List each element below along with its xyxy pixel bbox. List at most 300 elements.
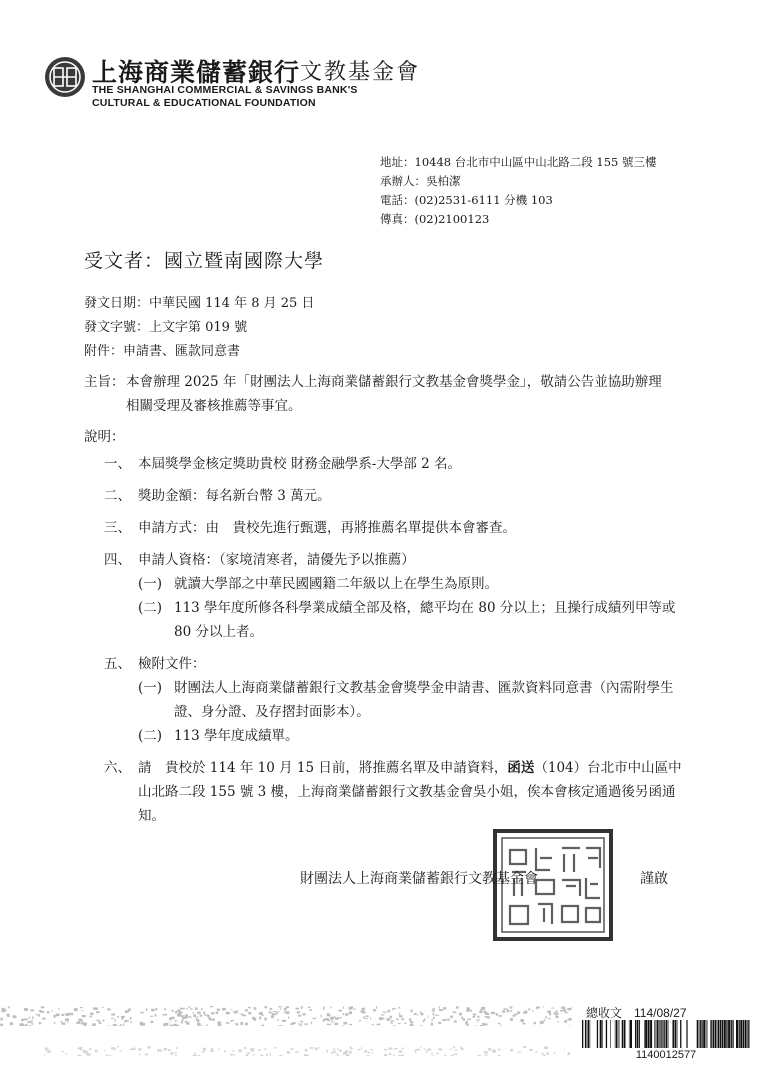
noise-speck	[41, 1006, 45, 1008]
noise-speck	[522, 1023, 525, 1025]
noise-speck	[266, 1054, 268, 1056]
noise-speck	[175, 1020, 177, 1022]
noise-speck	[313, 1018, 316, 1019]
noise-speck	[194, 1053, 196, 1056]
noise-speck	[492, 1050, 496, 1053]
noise-speck	[456, 1012, 457, 1013]
noise-speck	[477, 1055, 480, 1056]
noise-speck	[520, 1019, 524, 1022]
noise-speck	[326, 1050, 328, 1052]
noise-speck	[121, 1016, 125, 1018]
noise-speck	[346, 1050, 349, 1052]
noise-speck	[217, 1009, 220, 1011]
noise-speck	[388, 1010, 391, 1013]
noise-speck	[66, 1013, 70, 1016]
noise-speck	[480, 1009, 484, 1010]
noise-speck	[180, 1007, 181, 1009]
barcode	[582, 1020, 750, 1048]
noise-speck	[169, 1022, 170, 1023]
noise-speck	[30, 1020, 32, 1022]
noise-speck	[130, 1017, 132, 1019]
noise-speck	[310, 1047, 314, 1049]
barcode-bar	[703, 1020, 705, 1048]
barcode-bar	[650, 1020, 652, 1048]
noise-speck	[459, 1013, 462, 1016]
noise-speck	[80, 1019, 83, 1021]
noise-speck	[439, 1006, 440, 1009]
noise-speck	[240, 1022, 243, 1025]
noise-speck	[261, 1025, 264, 1026]
noise-speck	[349, 1046, 350, 1048]
noise-speck	[528, 1008, 530, 1010]
noise-speck	[551, 1008, 554, 1009]
noise-speck	[138, 1048, 142, 1050]
noise-speck	[270, 1053, 271, 1056]
noise-speck	[480, 1025, 483, 1026]
barcode-bar	[661, 1020, 662, 1048]
list-item	[104, 756, 684, 828]
barcode-bar	[697, 1020, 698, 1048]
noise-speck	[271, 1015, 274, 1018]
noise-speck	[540, 1021, 544, 1024]
document-meta	[84, 292, 314, 364]
noise-speck	[321, 1015, 322, 1018]
barcode-bar	[687, 1020, 688, 1048]
noise-speck	[134, 1047, 135, 1050]
noise-speck	[187, 1022, 190, 1025]
noise-speck	[24, 1018, 28, 1020]
noise-speck	[155, 1008, 157, 1011]
noise-speck	[102, 1007, 104, 1008]
item-text: 檢附文件：	[138, 656, 206, 672]
noise-speck	[510, 1049, 513, 1052]
noise-speck	[197, 1020, 199, 1023]
noise-speck	[145, 1054, 148, 1056]
noise-speck	[248, 1012, 251, 1014]
barcode-bar	[748, 1020, 749, 1048]
noise-speck	[315, 1048, 318, 1051]
noise-speck	[337, 1053, 338, 1056]
barcode-bar	[648, 1020, 650, 1048]
sub-item-text: 113 學年度所修各科學業成績全部及格，總平均在 80 分以上；且操行成績列甲等或 80 分以上者。	[174, 600, 676, 640]
noise-speck	[188, 1006, 190, 1007]
noise-speck	[485, 1013, 489, 1015]
noise-speck	[245, 1054, 248, 1056]
noise-speck	[300, 1025, 302, 1026]
noise-speck	[339, 1050, 342, 1051]
noise-speck	[544, 1019, 546, 1021]
noise-speck	[231, 1009, 233, 1010]
noise-speck	[474, 1025, 476, 1026]
noise-speck	[79, 1023, 81, 1024]
noise-speck	[337, 1055, 340, 1056]
noise-speck	[417, 1015, 418, 1016]
noise-speck	[456, 1006, 458, 1008]
noise-speck	[427, 1049, 430, 1051]
noise-speck	[208, 1017, 211, 1020]
contact-address: 地址：10448 台北市中山區中山北路二段 155 號三樓	[380, 155, 657, 169]
noise-speck	[398, 1023, 401, 1024]
noise-speck	[491, 1012, 494, 1014]
barcode-bar	[724, 1020, 726, 1048]
noise-speck	[13, 1015, 17, 1018]
sub-item-number: (二)	[138, 728, 163, 744]
noise-speck	[211, 1012, 214, 1014]
noise-speck	[75, 1008, 78, 1011]
item-number: 五、	[104, 656, 131, 672]
barcode-bar	[722, 1020, 723, 1048]
noise-speck	[192, 1012, 194, 1013]
noise-speck	[111, 1018, 114, 1019]
barcode-bar	[616, 1020, 617, 1048]
noise-speck	[213, 1019, 215, 1021]
org-name-chinese-sub: 文教基金會	[300, 60, 421, 85]
noise-speck	[276, 1012, 278, 1014]
sub-item-number: (一)	[138, 576, 163, 592]
noise-speck	[164, 1008, 165, 1011]
noise-speck	[264, 1017, 266, 1020]
noise-speck	[89, 1048, 91, 1050]
noise-speck	[286, 1011, 289, 1014]
noise-speck	[567, 1008, 571, 1011]
noise-speck	[98, 1021, 100, 1023]
barcode-bar	[660, 1020, 661, 1048]
noise-speck	[302, 1013, 305, 1015]
noise-speck	[426, 1051, 428, 1053]
barcode-bar	[680, 1020, 681, 1048]
noise-speck	[484, 1054, 487, 1055]
noise-speck	[282, 1020, 286, 1022]
noise-speck	[414, 1049, 417, 1051]
noise-speck	[290, 1048, 293, 1050]
contact-block	[380, 153, 657, 229]
receipt-date: 114/08/27	[634, 1006, 687, 1020]
contact-fax: 傳真：(02)2100123	[380, 212, 490, 226]
noise-speck	[111, 1047, 114, 1049]
noise-speck	[233, 1050, 235, 1052]
list-item	[104, 484, 684, 508]
item-text	[138, 756, 684, 828]
noise-speck	[260, 1055, 263, 1056]
foundation-logo	[44, 56, 86, 98]
noise-speck	[487, 1016, 489, 1018]
noise-speck	[549, 1013, 551, 1016]
noise-speck	[279, 1055, 282, 1056]
explanation-items	[104, 452, 684, 836]
noise-speck	[555, 1011, 558, 1012]
noise-speck	[95, 1050, 97, 1053]
noise-speck	[295, 1052, 299, 1053]
noise-speck	[155, 1014, 157, 1016]
noise-speck	[274, 1047, 277, 1048]
noise-speck	[436, 1053, 439, 1054]
noise-speck	[182, 1018, 184, 1021]
barcode-bar	[720, 1020, 722, 1048]
noise-speck	[510, 1010, 512, 1011]
noise-speck	[284, 1011, 285, 1014]
noise-speck	[357, 1049, 360, 1050]
barcode-bar	[656, 1020, 657, 1048]
barcode-bar	[645, 1020, 647, 1048]
item-number: 六、	[104, 760, 131, 776]
noise-speck	[176, 1025, 180, 1026]
barcode-bar	[630, 1020, 632, 1048]
noise-speck	[306, 1023, 307, 1025]
org-name-english	[92, 84, 358, 110]
noise-speck	[409, 1018, 411, 1021]
noise-speck	[401, 1018, 404, 1020]
noise-speck	[130, 1008, 131, 1009]
noise-speck	[343, 1013, 344, 1015]
noise-speck	[454, 1021, 457, 1023]
noise-speck	[45, 1048, 49, 1050]
noise-speck	[349, 1024, 352, 1025]
noise-speck	[555, 1016, 558, 1018]
noise-speck	[399, 1015, 403, 1017]
noise-speck	[114, 1019, 115, 1021]
noise-speck	[404, 1022, 406, 1024]
noise-speck	[510, 1018, 513, 1021]
noise-speck	[507, 1010, 508, 1012]
noise-speck	[161, 1050, 162, 1052]
noise-speck	[250, 1048, 254, 1050]
noise-speck	[222, 1008, 226, 1010]
barcode-bar	[597, 1020, 598, 1048]
noise-speck	[245, 1023, 248, 1026]
barcode-bar	[588, 1020, 589, 1048]
noise-speck	[106, 1054, 108, 1056]
noise-speck	[565, 1012, 568, 1013]
noise-speck	[402, 1048, 404, 1049]
noise-speck	[384, 1054, 387, 1056]
noise-speck	[254, 1007, 257, 1010]
item-number: 二、	[104, 488, 131, 504]
noise-speck	[333, 1051, 336, 1052]
noise-speck	[398, 1055, 402, 1056]
noise-speck	[366, 1015, 369, 1017]
noise-speck	[234, 1012, 238, 1013]
receipt-label: 總收文	[586, 1006, 623, 1020]
barcode-bar	[736, 1020, 738, 1048]
noise-speck	[51, 1010, 52, 1011]
noise-speck	[555, 1012, 558, 1015]
noise-speck	[420, 1046, 422, 1047]
noise-speck	[304, 1023, 306, 1024]
noise-speck	[359, 1020, 361, 1021]
noise-speck	[430, 1049, 431, 1050]
barcode-bar	[726, 1020, 727, 1048]
noise-speck	[118, 1025, 121, 1026]
noise-speck	[44, 1054, 45, 1056]
noise-speck	[498, 1049, 500, 1051]
noise-speck	[175, 1052, 177, 1054]
noise-speck	[10, 1022, 13, 1025]
noise-speck	[554, 1052, 556, 1054]
noise-speck	[324, 1019, 326, 1021]
noise-speck	[140, 1012, 143, 1014]
barcode-bar	[657, 1020, 659, 1048]
noise-speck	[236, 1023, 239, 1025]
noise-speck	[502, 1010, 505, 1013]
noise-speck	[423, 1020, 425, 1022]
noise-speck	[364, 1050, 367, 1052]
noise-speck	[164, 1048, 167, 1051]
noise-speck	[389, 1047, 393, 1049]
noise-speck	[372, 1052, 374, 1053]
noise-speck	[111, 1014, 115, 1016]
noise-speck	[473, 1014, 477, 1016]
noise-speck	[545, 1016, 547, 1018]
noise-speck	[21, 1019, 24, 1021]
noise-speck	[455, 1050, 458, 1051]
noise-speck	[231, 1020, 232, 1022]
noise-speck	[498, 1055, 500, 1056]
noise-speck	[557, 1021, 558, 1023]
noise-speck	[113, 1024, 117, 1026]
noise-speck	[196, 1016, 198, 1017]
noise-speck	[450, 1016, 453, 1018]
noise-speck	[470, 1010, 472, 1012]
noise-speck	[177, 1014, 181, 1016]
noise-speck	[176, 1047, 177, 1049]
barcode-bar	[699, 1020, 700, 1048]
noise-speck	[60, 1021, 62, 1022]
noise-speck	[394, 1048, 397, 1049]
noise-speck	[107, 1008, 111, 1010]
barcode-bar	[713, 1020, 714, 1048]
noise-speck	[438, 1022, 441, 1024]
noise-speck	[61, 1014, 64, 1016]
noise-speck	[561, 1008, 565, 1009]
noise-speck	[259, 1012, 263, 1015]
noise-speck	[181, 1015, 184, 1017]
noise-speck	[54, 1022, 56, 1024]
noise-speck	[200, 1024, 201, 1026]
noise-speck	[349, 1007, 352, 1010]
noise-speck	[278, 1025, 282, 1026]
item-text-bold: 函送	[507, 760, 535, 776]
noise-speck	[151, 1009, 153, 1012]
noise-speck	[218, 1049, 220, 1050]
noise-speck	[87, 1054, 91, 1056]
noise-speck	[444, 1055, 446, 1056]
noise-speck	[163, 1024, 165, 1026]
noise-speck	[0, 1024, 3, 1026]
noise-speck	[343, 1007, 344, 1009]
barcode-bar	[675, 1020, 676, 1048]
noise-speck	[181, 1008, 185, 1009]
noise-speck	[226, 1022, 230, 1023]
closing-regards: 謹啟	[640, 871, 668, 887]
noise-speck	[202, 1051, 206, 1052]
noise-speck	[433, 1013, 435, 1016]
noise-speck	[327, 1014, 331, 1016]
noise-speck	[393, 1008, 396, 1009]
noise-speck	[92, 1023, 96, 1026]
barcode-bar	[582, 1020, 583, 1048]
noise-speck	[8, 1015, 10, 1017]
noise-speck	[525, 1010, 527, 1013]
noise-speck	[292, 1022, 296, 1024]
noise-speck	[179, 1011, 183, 1013]
barcode-bar	[707, 1020, 708, 1048]
recipient: 受文者：國立暨南國際大學	[84, 250, 325, 272]
noise-speck	[190, 1008, 193, 1009]
noise-speck	[499, 1015, 502, 1017]
attachments: 附件：申請書、匯款同意書	[84, 344, 241, 359]
noise-speck	[215, 1012, 218, 1014]
org-name-chinese: 上海商業儲蓄銀行	[92, 58, 301, 87]
noise-speck	[121, 1017, 123, 1019]
barcode-bar	[728, 1020, 730, 1048]
noise-speck	[247, 1052, 249, 1054]
noise-speck	[259, 1017, 261, 1020]
noise-speck	[390, 1016, 392, 1019]
noise-speck	[542, 1006, 543, 1007]
barcode-bar	[731, 1020, 732, 1048]
noise-speck	[297, 1011, 300, 1013]
noise-speck	[451, 1055, 454, 1056]
noise-speck	[332, 1021, 334, 1023]
noise-speck	[300, 1021, 301, 1022]
noise-speck	[383, 1012, 387, 1013]
noise-speck	[334, 1016, 335, 1017]
noise-speck	[84, 1024, 87, 1026]
subject-text: 本會辦理 2025 年「財團法人上海商業儲蓄銀行文教基金會獎學金」，敬請公告並協助辦理相關受理及審核推薦等事宜。	[126, 374, 662, 414]
barcode-bar	[686, 1020, 687, 1048]
noise-speck	[345, 1013, 348, 1015]
scan-noise-strip	[0, 1006, 572, 1026]
noise-speck	[201, 1025, 203, 1026]
noise-speck	[193, 1014, 196, 1017]
noise-speck	[323, 1007, 325, 1010]
noise-speck	[334, 1023, 338, 1025]
noise-speck	[353, 1009, 356, 1010]
noise-speck	[29, 1016, 30, 1018]
noise-speck	[467, 1023, 469, 1024]
sub-item-number: (一)	[138, 680, 163, 696]
noise-speck	[466, 1010, 469, 1012]
barcode-bar	[637, 1020, 638, 1048]
noise-speck	[370, 1017, 371, 1019]
noise-speck	[331, 1052, 333, 1054]
noise-speck	[25, 1024, 28, 1026]
noise-speck	[170, 1025, 174, 1026]
noise-speck	[278, 1006, 282, 1007]
noise-speck	[201, 1008, 203, 1010]
noise-speck	[141, 1025, 143, 1026]
barcode-bar	[587, 1020, 588, 1048]
noise-speck	[547, 1011, 551, 1014]
noise-speck	[485, 1016, 488, 1018]
barcode-bar	[747, 1020, 748, 1048]
noise-speck	[309, 1009, 312, 1010]
noise-speck	[186, 1008, 187, 1010]
noise-speck	[164, 1014, 167, 1015]
noise-speck	[46, 1051, 50, 1052]
noise-speck	[61, 1022, 62, 1024]
noise-speck	[238, 1049, 241, 1052]
noise-speck	[304, 1054, 306, 1056]
noise-speck	[334, 1048, 335, 1051]
noise-speck	[287, 1052, 289, 1053]
noise-speck	[31, 1023, 32, 1026]
noise-speck	[278, 1011, 279, 1012]
noise-speck	[251, 1051, 254, 1052]
noise-speck	[175, 1055, 177, 1056]
issue-date: 發文日期：中華民國 114 年 8 月 25 日	[84, 296, 315, 311]
noise-speck	[547, 1052, 549, 1055]
